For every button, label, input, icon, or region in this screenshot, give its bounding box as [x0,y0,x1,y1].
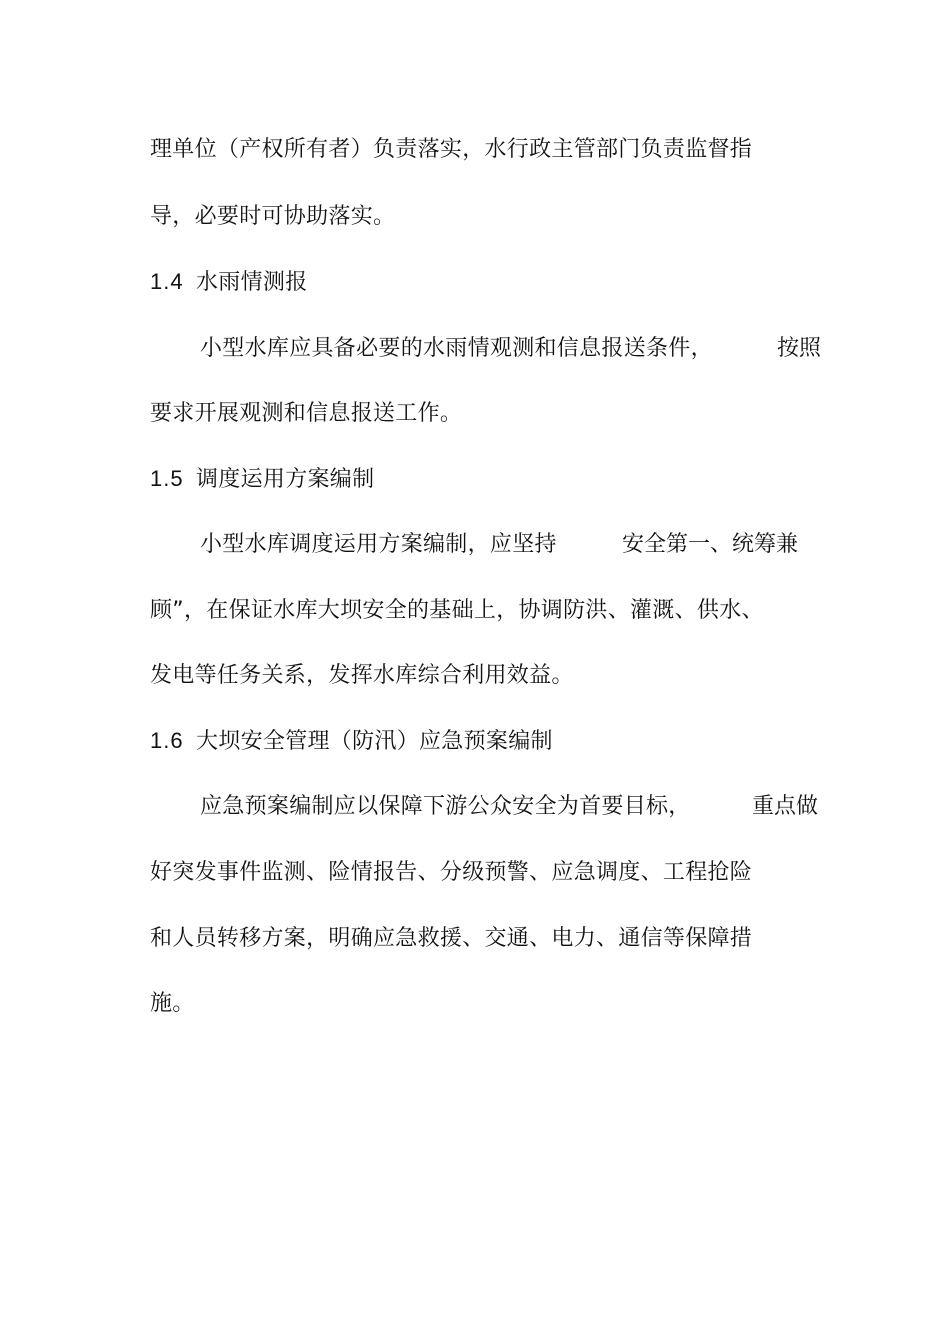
paragraph-first-line: 小型水库调度运用方案编制，应坚持 [200,532,557,557]
section-heading [150,267,308,298]
paragraph-first-line: 小型水库应具备必要的水雨情观测和信息报送条件， [200,336,713,361]
paragraph-line: 和人员转移方案，明确应急救援、交通、电力、通信等保障措 [150,926,753,951]
paragraph-line: 施。 [150,991,195,1016]
paragraph-first-line-tail: 安全第一、统筹兼 [622,532,799,557]
section-number: 1.4 [150,269,184,294]
section-number: 1.6 [150,728,184,753]
paragraph-line: 好突发事件监测、险情报告、分级预警、应急调度、工程抢险 [150,860,753,885]
body-text-line: 导，必要时可协助落实。 [150,204,396,229]
paragraph-first-line-tail: 按照 [777,336,822,361]
paragraph-first-line: 应急预案编制应以保障下游公众安全为首要目标， [200,794,691,819]
section-heading [150,726,553,757]
section-title: 水雨情测报 [196,270,308,295]
body-text-line: 理单位（产权所有者）负责落实，水行政主管部门负责监督指 [150,137,753,162]
section-title: 调度运用方案编制 [196,467,375,492]
section-heading [150,464,374,495]
section-title: 大坝安全管理（防汛）应急预案编制 [196,729,553,754]
paragraph-line: 顾”，在保证水库大坝安全的基础上，协调防洪、灌溉、供水、 [150,598,764,623]
section-number: 1.5 [150,466,184,491]
paragraph-first-line-tail: 重点做 [752,794,819,819]
paragraph-line: 要求开展观测和信息报送工作。 [150,401,463,426]
paragraph-line: 发电等任务关系，发挥水库综合利用效益。 [150,663,574,688]
